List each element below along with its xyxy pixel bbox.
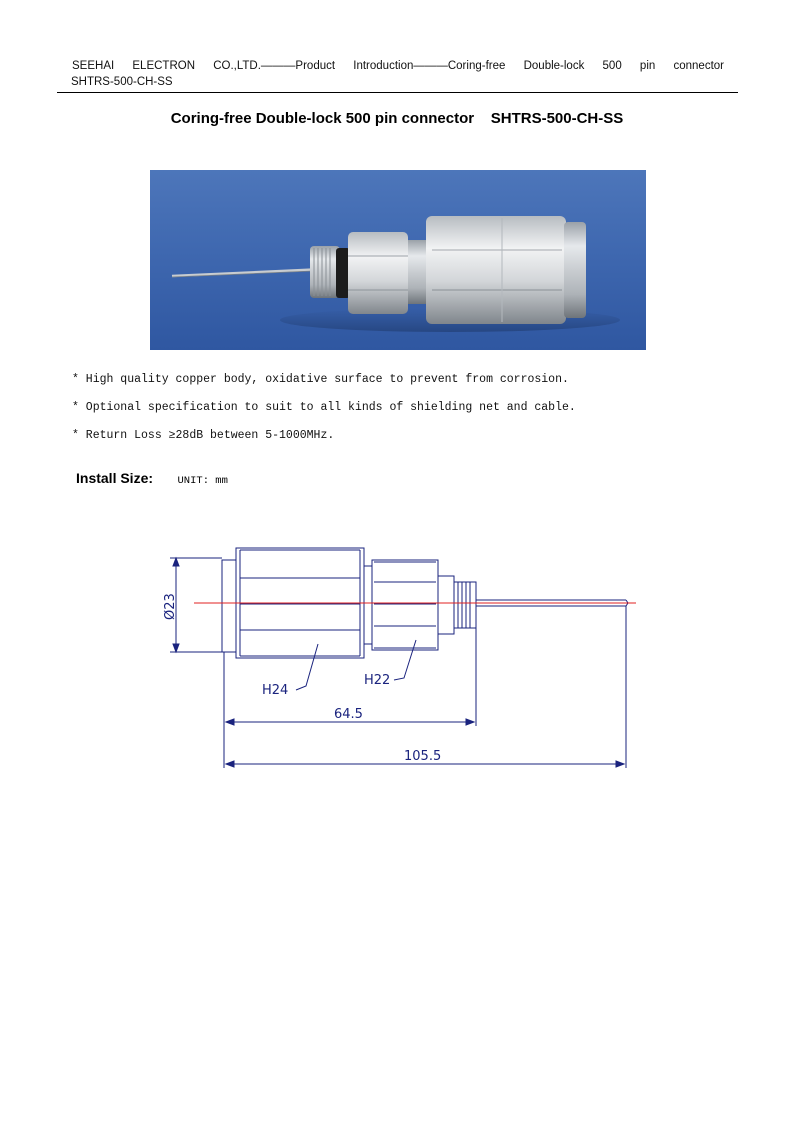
feature-item: * High quality copper body, oxidative surface to prevent from corrosion. bbox=[72, 373, 569, 386]
header-word: connector bbox=[673, 60, 724, 72]
hex-large-label: H24 bbox=[262, 683, 289, 698]
page-title: Coring-free Double-lock 500 pin connector SHTRS-500-CH-SS bbox=[170, 110, 624, 127]
connector-dimension-diagram bbox=[150, 520, 648, 798]
unit-label: UNIT: mm bbox=[177, 475, 228, 487]
body-length-label: 64.5 bbox=[334, 707, 363, 722]
total-length-label: 105.5 bbox=[404, 749, 442, 764]
header-word: ELECTRON bbox=[132, 60, 196, 72]
product-photo bbox=[150, 170, 646, 350]
header-word: Double-lock bbox=[523, 60, 585, 72]
header-line-2: SHTRS-500-CH-SS bbox=[71, 76, 173, 88]
header-divider bbox=[57, 92, 738, 93]
install-size-heading bbox=[76, 470, 228, 488]
dimension-drawing bbox=[150, 520, 648, 798]
header-line-1 bbox=[72, 58, 724, 74]
feature-item: * Return Loss ≥28dB between 5-1000MHz. bbox=[72, 429, 335, 442]
feature-list bbox=[72, 372, 576, 456]
document-header bbox=[72, 58, 724, 90]
connector-photo-illustration bbox=[150, 170, 646, 350]
feature-item: * Optional specification to suit to all kinds of shielding net and cable. bbox=[72, 401, 576, 414]
hex-small-label: H22 bbox=[364, 673, 391, 688]
header-word: Introduction———Coring-free bbox=[353, 60, 506, 72]
header-word: 500 bbox=[602, 60, 622, 72]
header-word: pin bbox=[639, 60, 656, 72]
install-size-label: Install Size: bbox=[76, 470, 154, 486]
diameter-label: Ø23 bbox=[163, 593, 178, 620]
header-word: SEEHAI bbox=[72, 60, 115, 72]
header-word: CO.,LTD.———Product bbox=[213, 60, 336, 72]
